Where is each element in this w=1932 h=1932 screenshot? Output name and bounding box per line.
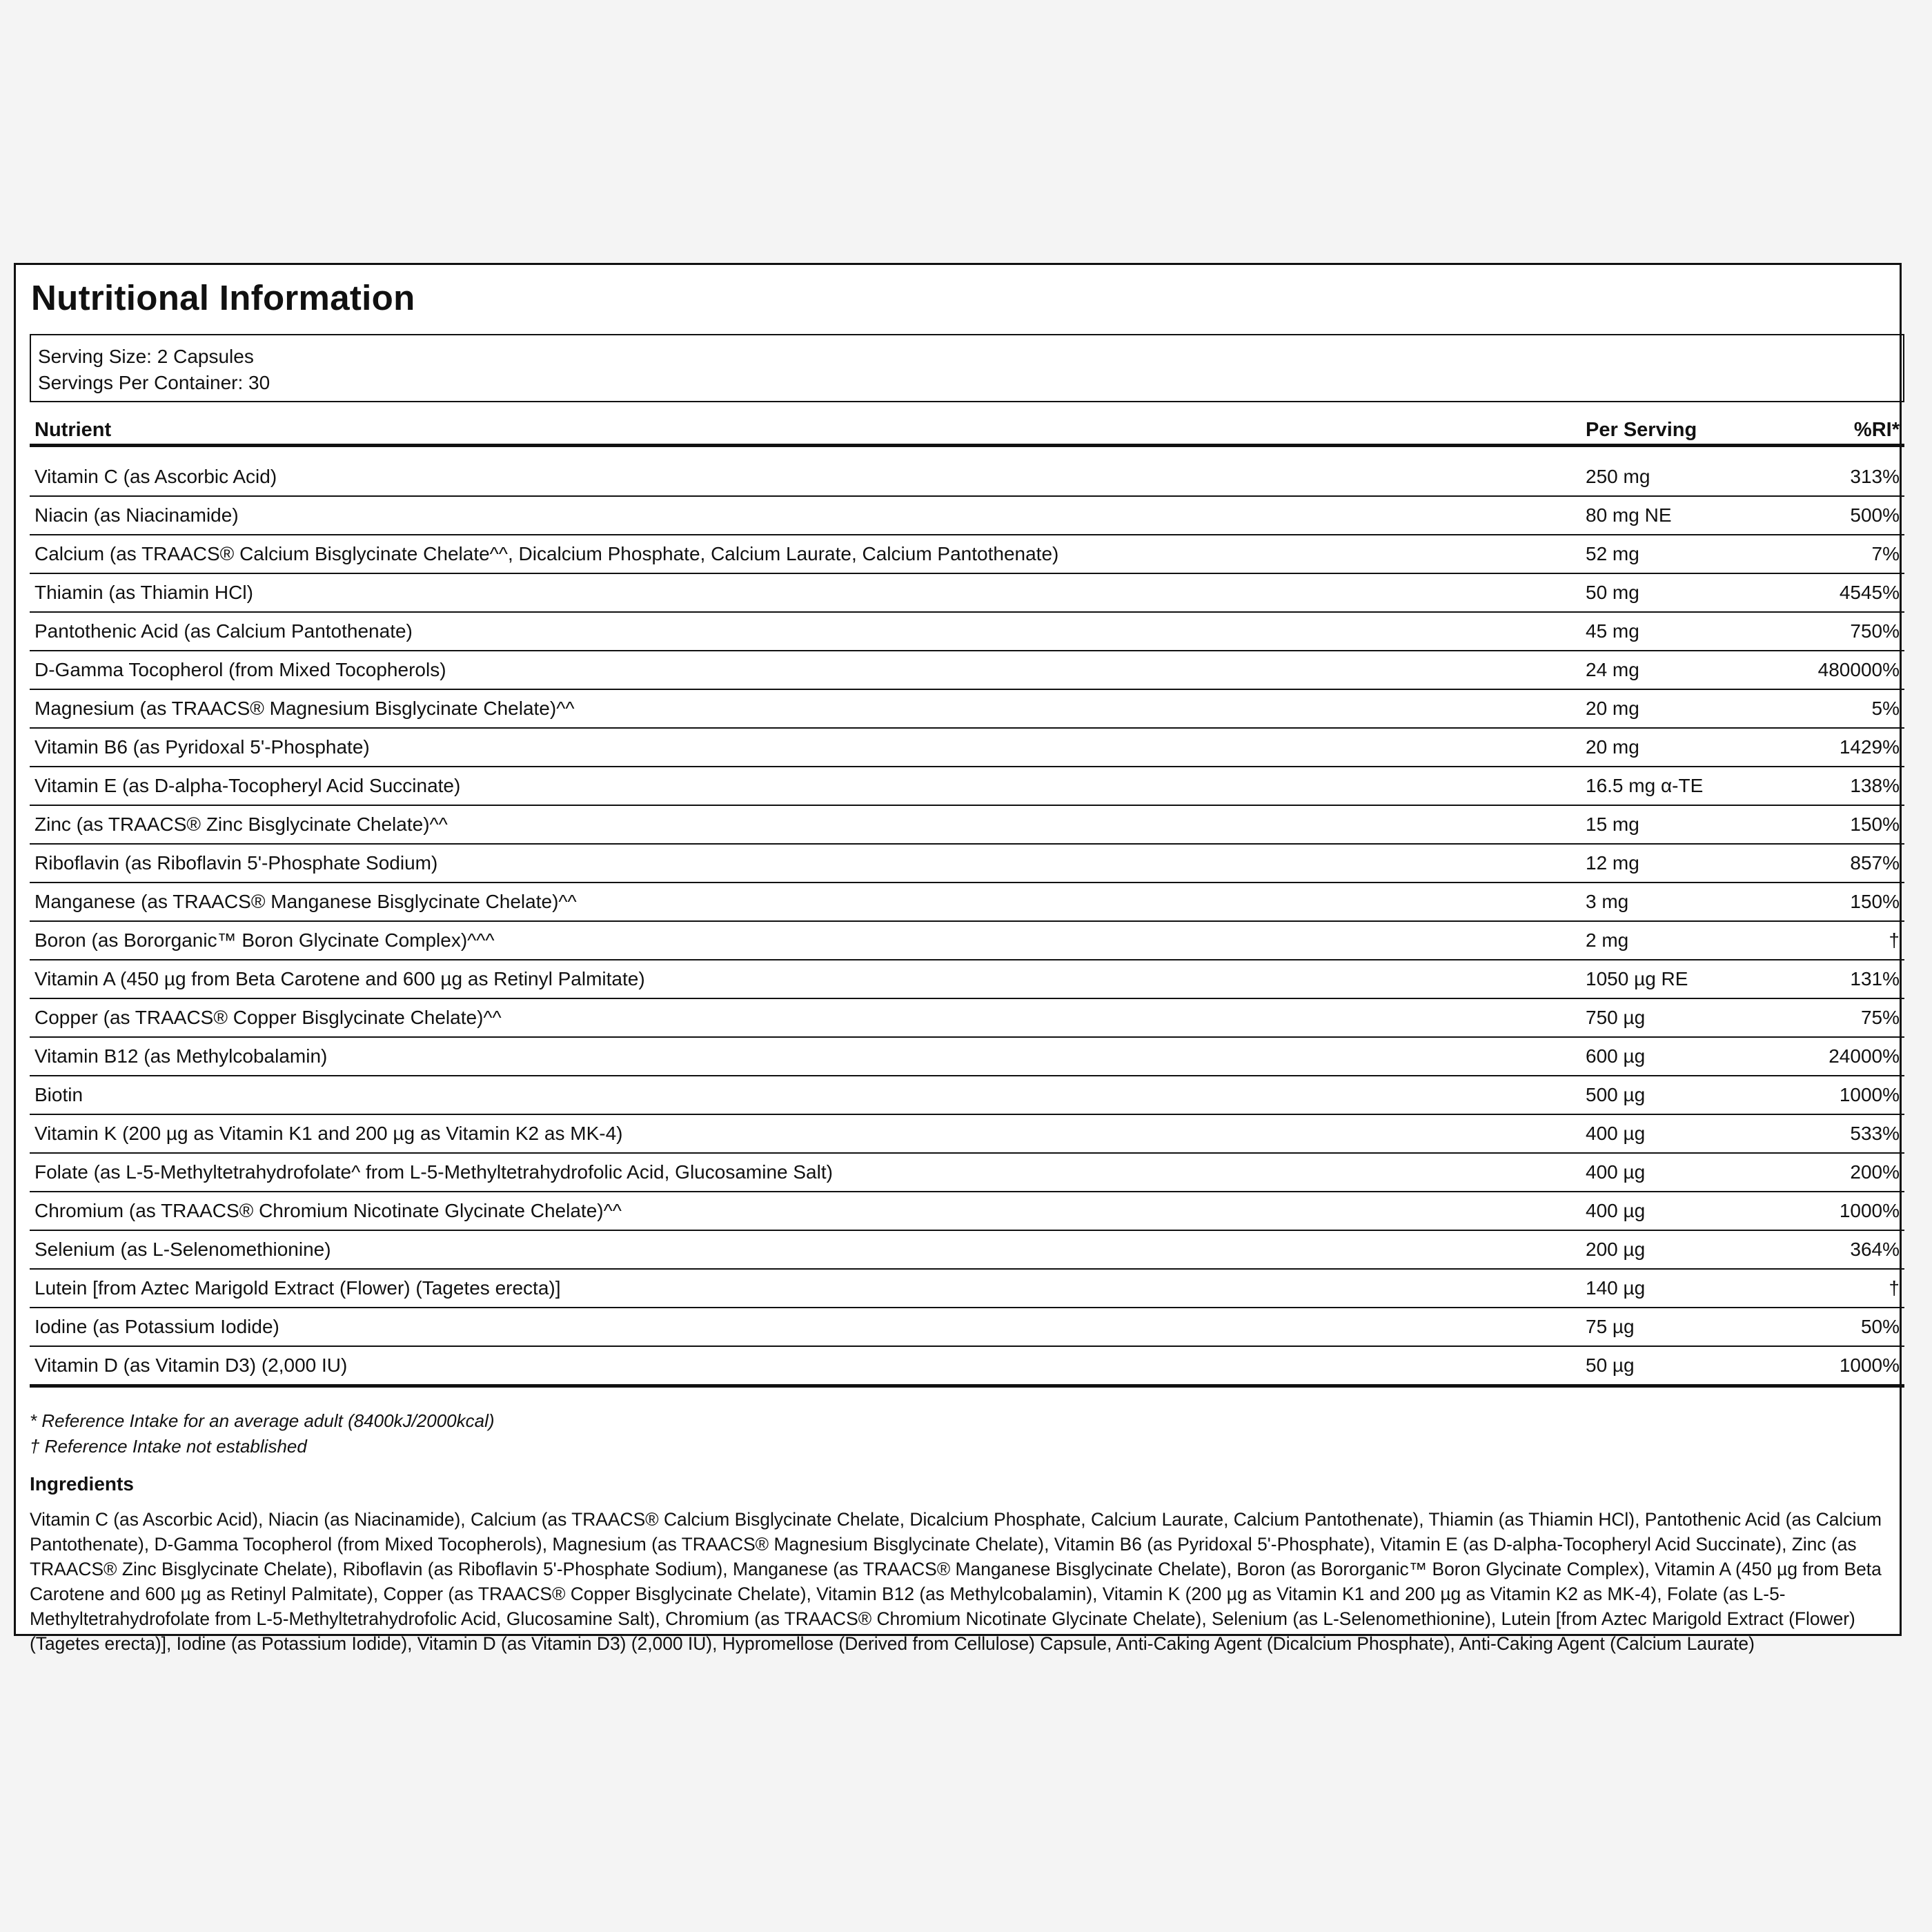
per-serving-value: 50 mg bbox=[1586, 582, 1639, 603]
nutrient-name: Vitamin D (as Vitamin D3) (2,000 IU) bbox=[34, 1354, 348, 1376]
table-row bbox=[30, 883, 1904, 922]
footnote-reference-intake: * Reference Intake for an average adult (8400kJ/2000kcal) bbox=[30, 1410, 495, 1431]
nutrient-name: Pantothenic Acid (as Calcium Pantothenate) bbox=[34, 620, 413, 642]
nutrient-name: D-Gamma Tocopherol (from Mixed Tocopherols) bbox=[34, 659, 446, 680]
ri-value: 1000% bbox=[1839, 1200, 1900, 1221]
nutrient-name: Iodine (as Potassium Iodide) bbox=[34, 1316, 279, 1337]
nutrient-name: Riboflavin (as Riboflavin 5'-Phosphate Sodium) bbox=[34, 852, 438, 874]
servings-per-container: Servings Per Container: 30 bbox=[38, 372, 270, 393]
per-serving-value: 600 µg bbox=[1586, 1045, 1646, 1067]
ri-value: 1000% bbox=[1839, 1354, 1900, 1376]
ri-value: 4545% bbox=[1839, 582, 1900, 603]
ri-value: 150% bbox=[1850, 814, 1900, 835]
table-row bbox=[30, 651, 1904, 690]
table-header bbox=[30, 420, 1904, 447]
per-serving-value: 2 mg bbox=[1586, 929, 1629, 951]
table-row bbox=[30, 574, 1904, 613]
table-row bbox=[30, 999, 1904, 1038]
serving-info-box bbox=[30, 334, 1904, 402]
ri-value: 75% bbox=[1860, 1007, 1900, 1028]
nutrient-name: Vitamin K (200 µg as Vitamin K1 and 200 µg as Vitamin K2 as MK-4) bbox=[34, 1123, 623, 1144]
table-row bbox=[30, 806, 1904, 845]
ri-value: 1429% bbox=[1839, 736, 1900, 758]
per-serving-value: 52 mg bbox=[1586, 543, 1639, 564]
table-row bbox=[30, 845, 1904, 883]
table-row bbox=[30, 1231, 1904, 1270]
per-serving-value: 400 µg bbox=[1586, 1200, 1646, 1221]
nutrient-name: Biotin bbox=[34, 1084, 83, 1105]
per-serving-value: 20 mg bbox=[1586, 698, 1639, 719]
nutrition-panel bbox=[14, 263, 1902, 1654]
nutrient-name: Vitamin B6 (as Pyridoxal 5'-Phosphate) bbox=[34, 736, 370, 758]
table-row bbox=[30, 1115, 1904, 1154]
table-row bbox=[30, 613, 1904, 651]
per-serving-value: 80 mg NE bbox=[1586, 504, 1672, 526]
per-serving-value: 1050 µg RE bbox=[1586, 968, 1688, 989]
table-row bbox=[30, 1192, 1904, 1231]
ri-value: 138% bbox=[1850, 775, 1900, 796]
ri-value: 480000% bbox=[1817, 659, 1900, 680]
nutrient-name: Manganese (as TRAACS® Manganese Bisglycinate Chelate)^^ bbox=[34, 891, 577, 912]
per-serving-value: 75 µg bbox=[1586, 1316, 1635, 1337]
ri-value: 533% bbox=[1850, 1123, 1900, 1144]
table-row bbox=[30, 1154, 1904, 1192]
ri-value: 500% bbox=[1850, 504, 1900, 526]
nutrient-name: Folate (as L-5-Methyltetrahydrofolate^ from L-5-Methyltetrahydrofolic Acid, Glucosamine Salt) bbox=[34, 1161, 833, 1183]
nutrient-name: Selenium (as L-Selenomethionine) bbox=[34, 1239, 331, 1260]
table-row bbox=[30, 497, 1904, 535]
table-row bbox=[30, 960, 1904, 999]
ri-value: † bbox=[1889, 929, 1900, 951]
table-row bbox=[30, 1270, 1904, 1308]
ri-value: 364% bbox=[1850, 1239, 1900, 1260]
per-serving-value: 24 mg bbox=[1586, 659, 1639, 680]
ri-value: 131% bbox=[1850, 968, 1900, 989]
table-row bbox=[30, 767, 1904, 806]
nutrient-name: Vitamin E (as D-alpha-Tocopheryl Acid Succinate) bbox=[34, 775, 461, 796]
header-nutrient: Nutrient bbox=[34, 418, 112, 441]
ri-value: 750% bbox=[1850, 620, 1900, 642]
per-serving-value: 140 µg bbox=[1586, 1277, 1646, 1299]
ri-value: 150% bbox=[1850, 891, 1900, 912]
per-serving-value: 500 µg bbox=[1586, 1084, 1646, 1105]
nutrient-name: Vitamin B12 (as Methylcobalamin) bbox=[34, 1045, 328, 1067]
per-serving-value: 250 mg bbox=[1586, 466, 1650, 487]
ri-value: 24000% bbox=[1828, 1045, 1900, 1067]
table-body bbox=[30, 458, 1904, 1388]
ri-value: 5% bbox=[1871, 698, 1900, 719]
per-serving-value: 20 mg bbox=[1586, 736, 1639, 758]
table-row bbox=[30, 1038, 1904, 1076]
per-serving-value: 45 mg bbox=[1586, 620, 1639, 642]
table-row bbox=[30, 1308, 1904, 1347]
ri-value: 313% bbox=[1850, 466, 1900, 487]
per-serving-value: 15 mg bbox=[1586, 814, 1639, 835]
ri-value: † bbox=[1889, 1277, 1900, 1299]
nutrient-name: Lutein [from Aztec Marigold Extract (Flower) (Tagetes erecta)] bbox=[34, 1277, 561, 1299]
table-row bbox=[30, 535, 1904, 574]
nutrient-name: Vitamin A (450 µg from Beta Carotene and 600 µg as Retinyl Palmitate) bbox=[34, 968, 645, 989]
per-serving-value: 400 µg bbox=[1586, 1161, 1646, 1183]
ingredients-text: Vitamin C (as Ascorbic Acid), Niacin (as Niacinamide), Calcium (as TRAACS® Calcium Bisglycinate Chelate, Dicalcium Phosphate, Calcium Laurate, Calcium Pantothenate), Thiamin (as Thiamin HCl), Pantothenic Acid (as Calcium Pantothenate), D-Gamma Tocopherol (from Mixed Tocopherols), Magnesium (as TRAACS® Magnesium Bisglycinate Chelate), Vitamin B6 (as Pyridoxal 5'-Phosphate), Vitamin E (as D-alpha-Tocopheryl Acid Succinate), Zinc (as TRAACS® Zinc Bisglycinate Chelate), Riboflavin (as Riboflavin 5'-Phosphate Sodium), Manganese (as TRAACS® Manganese Bisglycinate Chelate), Boron (as Bororganic™ Boron Glycinate Complex), Vitamin A (450 µg from Beta Carotene and 600 µg as Retinyl Palmitate), Copper (as TRAACS® Copper Bisglycinate Chelate), Vitamin B12 (as Methylcobalamin), Vitamin K (200 µg as Vitamin K1 and 200 µg as Vitamin K2 as MK-4), Folate (as L-5-Methyltetrahydrofolate from L-5-Methyltetrahydrofolic Acid, Glucosamine Salt), Chromium (as TRAACS® Chromium Nicotinate Glycinate Chelate), Selenium (as L-Selenomethionine), Lutein [from Aztec Marigold Extract (Flower) (Tagetes erecta)], Iodine (as Potassium Iodide), Vitamin D (as Vitamin D3) (2,000 IU), Hypromellose (Derived from Cellulose) Capsule, Anti-Caking Agent (Dicalcium Phosphate), Anti-Caking Agent (Calcium Laurate) bbox=[30, 1509, 1882, 1654]
nutrient-name: Niacin (as Niacinamide) bbox=[34, 504, 239, 526]
ri-value: 7% bbox=[1871, 543, 1900, 564]
table-row bbox=[30, 458, 1904, 497]
ingredients-title: Ingredients bbox=[30, 1473, 134, 1495]
table-row bbox=[30, 922, 1904, 960]
ri-value: 200% bbox=[1850, 1161, 1900, 1183]
nutrient-name: Copper (as TRAACS® Copper Bisglycinate Chelate)^^ bbox=[34, 1007, 502, 1028]
table-row bbox=[30, 690, 1904, 729]
nutrient-name: Vitamin C (as Ascorbic Acid) bbox=[34, 466, 277, 487]
per-serving-value: 750 µg bbox=[1586, 1007, 1646, 1028]
nutrient-name: Chromium (as TRAACS® Chromium Nicotinate Glycinate Chelate)^^ bbox=[34, 1200, 622, 1221]
nutrient-name: Thiamin (as Thiamin HCl) bbox=[34, 582, 253, 603]
nutrient-table bbox=[30, 420, 1904, 1388]
ri-value: 857% bbox=[1850, 852, 1900, 874]
table-row bbox=[30, 1347, 1904, 1388]
per-serving-value: 3 mg bbox=[1586, 891, 1629, 912]
table-row bbox=[30, 729, 1904, 767]
header-ri: %RI* bbox=[1853, 418, 1900, 441]
header-per-serving: Per Serving bbox=[1586, 418, 1697, 441]
nutrient-name: Calcium (as TRAACS® Calcium Bisglycinate Chelate^^, Dicalcium Phosphate, Calcium Laurate, Calcium Pantothenate) bbox=[34, 543, 1059, 564]
table-row bbox=[30, 1076, 1904, 1115]
per-serving-value: 400 µg bbox=[1586, 1123, 1646, 1144]
ri-value: 50% bbox=[1860, 1316, 1900, 1337]
footnote-not-established: † Reference Intake not established bbox=[30, 1436, 307, 1457]
per-serving-value: 16.5 mg α-TE bbox=[1586, 775, 1704, 796]
nutrient-name: Magnesium (as TRAACS® Magnesium Bisglycinate Chelate)^^ bbox=[34, 698, 575, 719]
ri-value: 1000% bbox=[1839, 1084, 1900, 1105]
serving-size: Serving Size: 2 Capsules bbox=[38, 346, 254, 367]
nutrient-name: Boron (as Bororganic™ Boron Glycinate Complex)^^^ bbox=[34, 929, 495, 951]
panel-title: Nutritional Information bbox=[31, 278, 415, 317]
per-serving-value: 50 µg bbox=[1586, 1354, 1635, 1376]
per-serving-value: 12 mg bbox=[1586, 852, 1639, 874]
footnotes bbox=[30, 1408, 495, 1459]
header-spacer bbox=[30, 447, 1904, 458]
nutrient-name: Zinc (as TRAACS® Zinc Bisglycinate Chelate)^^ bbox=[34, 814, 448, 835]
per-serving-value: 200 µg bbox=[1586, 1239, 1646, 1260]
